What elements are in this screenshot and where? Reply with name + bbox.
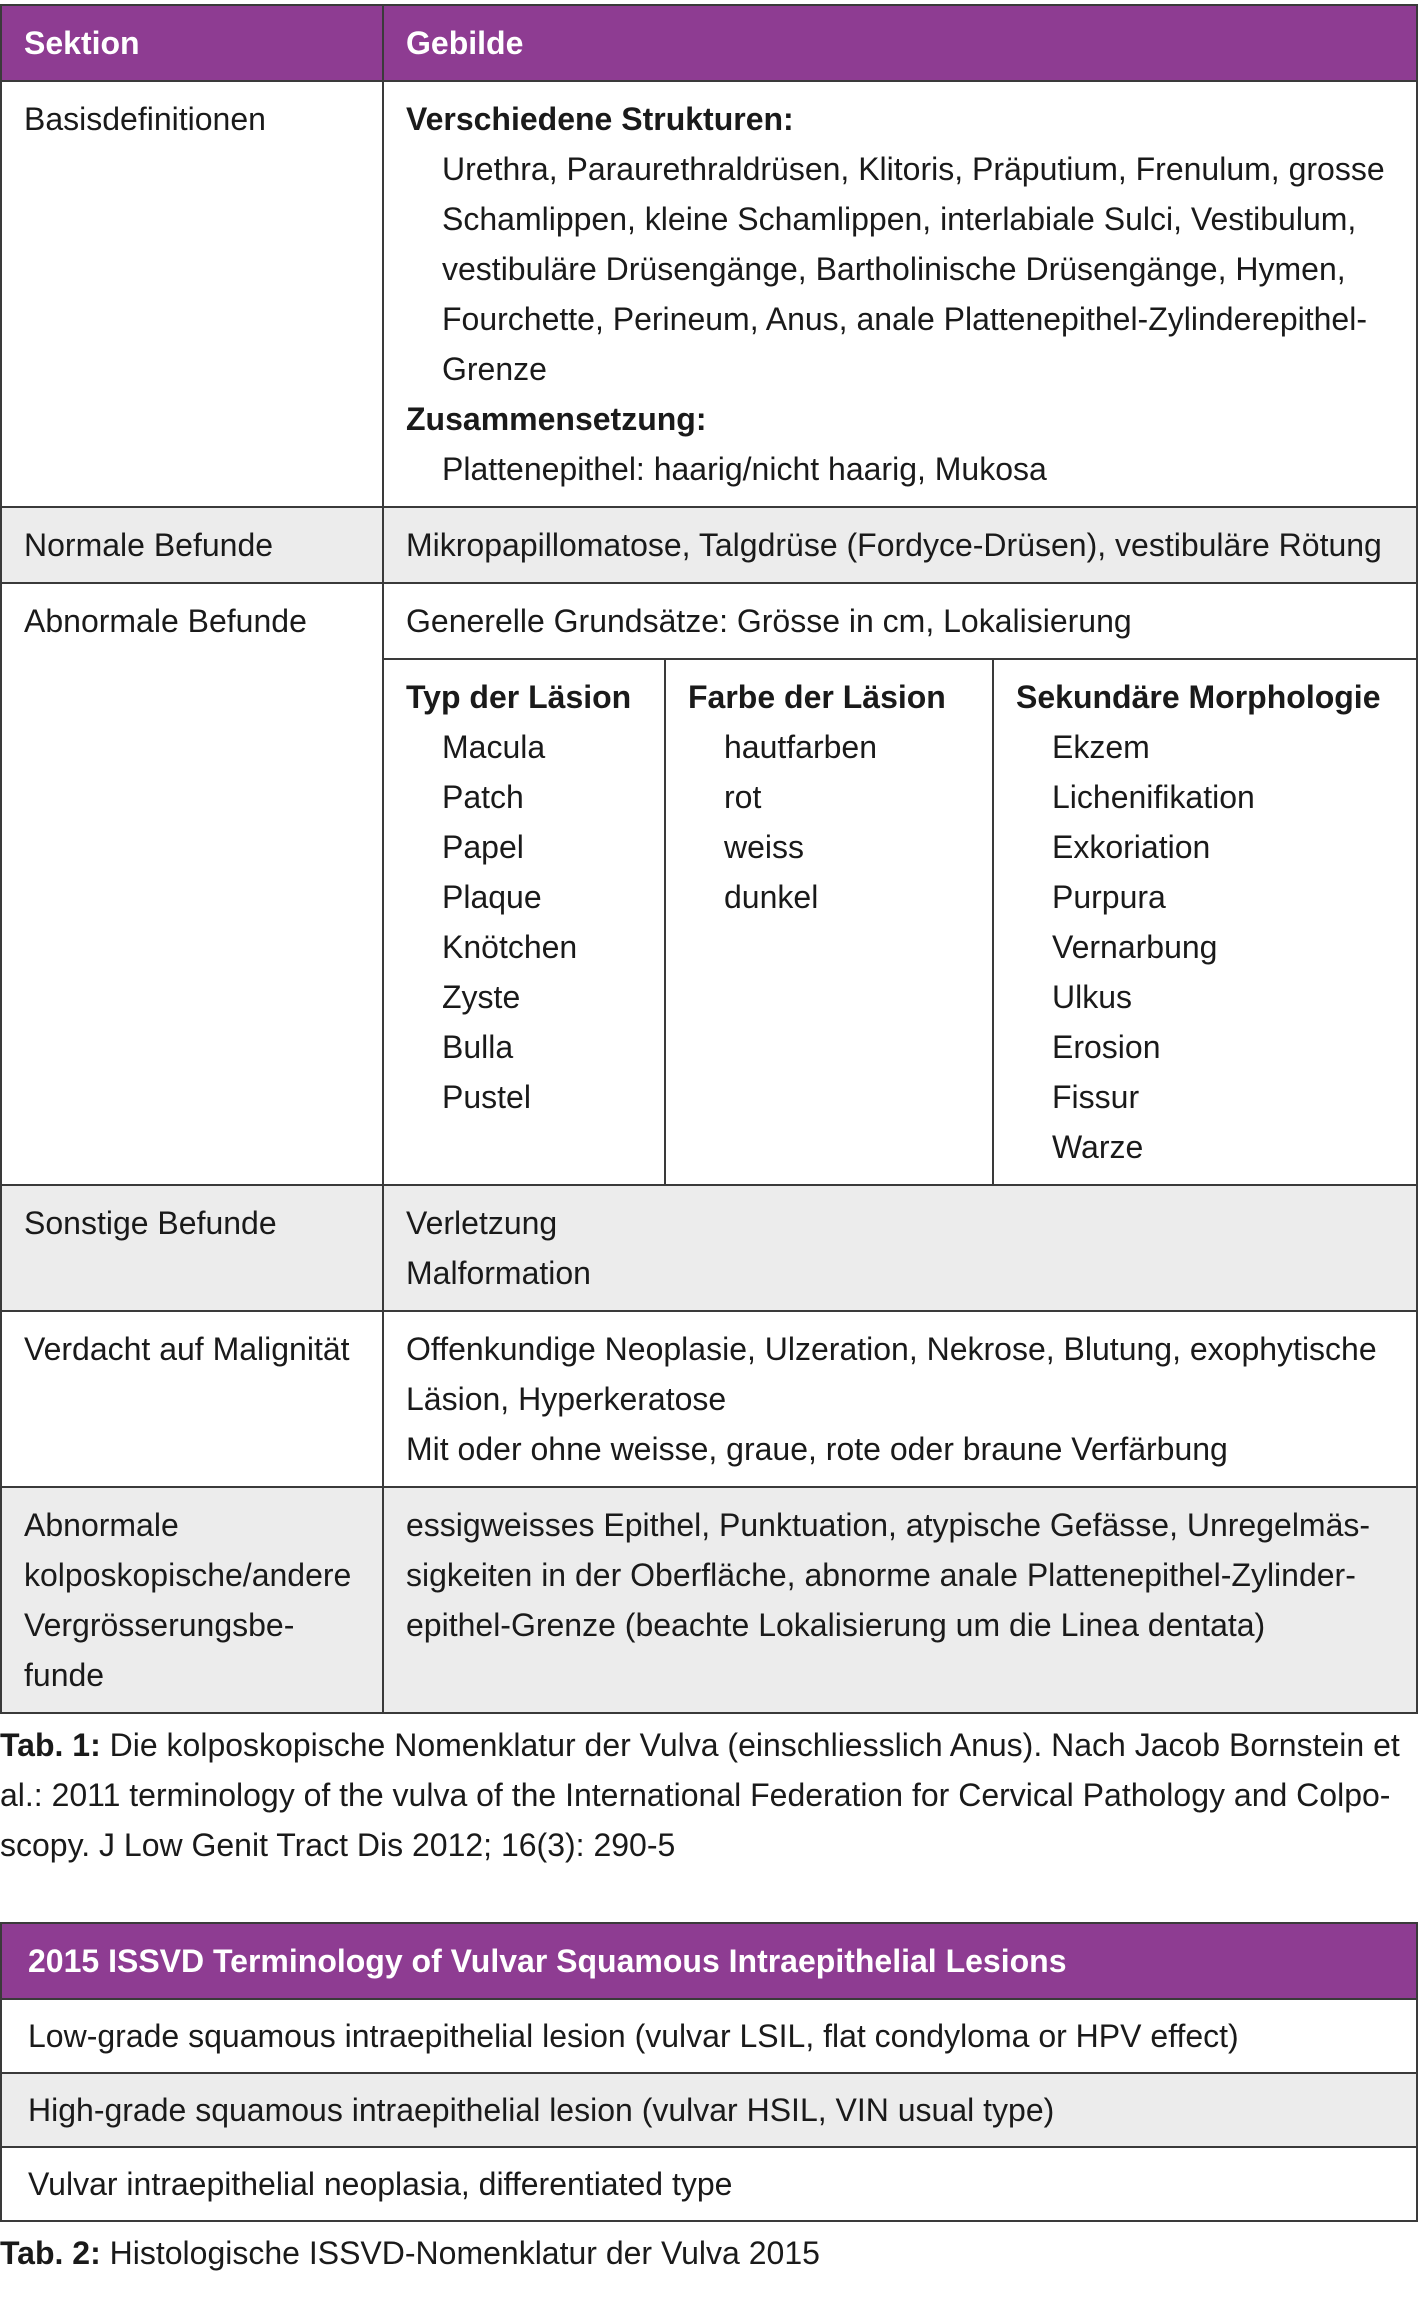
malignancy-line: Offenkundige Neoplasie, Ulzeration, Nekrose, Blutung, exophytische — [406, 1331, 1377, 1367]
structures-line: Grenze — [442, 351, 547, 387]
row-normal — [1, 507, 1417, 583]
issvd-row-hsil: High-grade squamous intraepithelial lesion (vulvar HSIL, VIN usual type) — [1, 2073, 1417, 2147]
row-other — [1, 1185, 1417, 1311]
colposcopic-line: sigkeiten in der Oberfläche, abnorme anale Plattenepithel-Zylinder- — [406, 1557, 1356, 1593]
basis-label: Basisdefinitionen — [1, 81, 383, 507]
structures-title: Verschiedene Strukturen: — [406, 101, 794, 137]
colposcopic-line: epithel-Grenze (beachte Lokalisierung um die Linea dentata) — [406, 1607, 1266, 1643]
normal-label: Normale Befunde — [1, 507, 383, 583]
abnormal-principles: Generelle Grundsätze: Grösse in cm, Lokalisierung — [383, 583, 1417, 659]
normal-text: Mikropapillomatose, Talgdrüse (Fordyce-Drüsen), vestibuläre Rötung — [383, 507, 1417, 583]
lesion-type-title: Typ der Läsion — [406, 679, 632, 715]
lesion-color-title: Farbe der Läsion — [688, 679, 946, 715]
table1-caption-line: Die kolposkopische Nomenklatur der Vulva (einschliesslich Anus). Nach Jacob Bornstein et — [109, 1727, 1400, 1763]
malignancy-content — [383, 1311, 1417, 1487]
basis-content — [383, 81, 1417, 507]
other-content — [383, 1185, 1417, 1311]
issvd-row-lsil: Low-grade squamous intraepithelial lesion (vulvar LSIL, flat condyloma or HPV effect) — [1, 1999, 1417, 2073]
list-item: dunkel — [724, 879, 819, 915]
structures-line: Schamlippen, kleine Schamlippen, interlabiale Sulci, Vestibulum, — [442, 201, 1357, 237]
abnormal-details — [383, 659, 1417, 1185]
row-colposcopic — [1, 1487, 1417, 1713]
list-item: Plaque — [442, 879, 542, 915]
list-item: Ulkus — [1052, 979, 1133, 1015]
list-item: Warze — [1052, 1129, 1144, 1165]
table2-caption-label: Tab. 2: — [0, 2235, 101, 2271]
malignancy-line: Läsion, Hyperkeratose — [406, 1381, 727, 1417]
table2-caption-text: Histologische ISSVD-Nomenklatur der Vulva 2015 — [109, 2235, 820, 2271]
header-sektion: Sektion — [1, 5, 383, 81]
other-line: Verletzung — [406, 1205, 558, 1241]
list-item: hautfarben — [724, 729, 878, 765]
table2-caption — [0, 2228, 1420, 2278]
malignancy-line: Mit oder ohne weisse, graue, rote oder braune Verfärbung — [406, 1431, 1228, 1467]
table-row — [1, 2147, 1417, 2221]
table1-caption-line: al.: 2011 terminology of the vulva of the International Federation for Cervical Pathology and Colpo- — [0, 1777, 1391, 1813]
list-item: Exkoriation — [1052, 829, 1211, 865]
colposcopic-nomenclature-table — [0, 4, 1418, 1714]
list-item: Lichenifikation — [1052, 779, 1255, 815]
table-row — [1, 1999, 1417, 2073]
list-item: weiss — [724, 829, 805, 865]
structures-line: Urethra, Paraurethraldrüsen, Klitoris, Präputium, Frenulum, grosse — [442, 151, 1385, 187]
other-line: Malformation — [406, 1255, 591, 1291]
row-abnormal — [1, 583, 1417, 659]
malignancy-label: Verdacht auf Malignität — [1, 1311, 383, 1487]
lesion-type-column — [384, 660, 666, 1184]
row-malignancy — [1, 1311, 1417, 1487]
secondary-morphology-column — [994, 660, 1416, 1184]
list-item: Zyste — [442, 979, 521, 1015]
structures-line: Fourchette, Perineum, Anus, anale Plattenepithel-Zylinderepithel- — [442, 301, 1367, 337]
colposcopic-line: essigweisses Epithel, Punktuation, atypische Gefässe, Unregelmäs- — [406, 1507, 1371, 1543]
lesion-color-column — [666, 660, 994, 1184]
structures-list — [406, 144, 1388, 394]
issvd-terminology-table — [0, 1922, 1418, 2222]
list-item: Pustel — [442, 1079, 531, 1115]
list-item: Bulla — [442, 1029, 514, 1065]
colposcopic-label-line: Abnormale — [24, 1507, 179, 1543]
list-item: Vernarbung — [1052, 929, 1218, 965]
composition-title: Zusammensetzung: — [406, 401, 707, 437]
list-item: Erosion — [1052, 1029, 1161, 1065]
other-label: Sonstige Befunde — [1, 1185, 383, 1311]
issvd-row-dvin: Vulvar intraepithelial neoplasia, differentiated type — [1, 2147, 1417, 2221]
colposcopic-label-line: funde — [24, 1657, 105, 1693]
composition-text: Plattenepithel: haarig/nicht haarig, Mukosa — [442, 451, 1047, 487]
list-item: Fissur — [1052, 1079, 1140, 1115]
abnormal-label: Abnormale Befunde — [1, 583, 383, 1185]
list-item: rot — [724, 779, 762, 815]
colposcopic-label-line: kolposkopische/andere — [24, 1557, 352, 1593]
colposcopic-label — [1, 1487, 383, 1713]
table-header-row — [1, 5, 1417, 81]
structures-line: vestibuläre Drüsengänge, Bartholinische Drüsengänge, Hymen, — [442, 251, 1346, 287]
list-item: Purpura — [1052, 879, 1166, 915]
issvd-table-title: 2015 ISSVD Terminology of Vulvar Squamous Intraepithelial Lesions — [1, 1923, 1417, 1999]
list-item: Ekzem — [1052, 729, 1150, 765]
row-basis — [1, 81, 1417, 507]
list-item: Papel — [442, 829, 524, 865]
list-item: Macula — [442, 729, 546, 765]
colposcopic-content — [383, 1487, 1417, 1713]
table1-caption-line: scopy. J Low Genit Tract Dis 2012; 16(3): 290-5 — [0, 1827, 676, 1863]
table1-caption-label: Tab. 1: — [0, 1727, 101, 1763]
abnormal-subtable — [384, 660, 1416, 1184]
colposcopic-label-line: Vergrösserungsbe- — [24, 1607, 295, 1643]
table1-caption — [0, 1720, 1420, 1870]
table-row — [1, 2073, 1417, 2147]
list-item: Patch — [442, 779, 524, 815]
header-gebilde: Gebilde — [383, 5, 1417, 81]
colposcopic-nomenclature-table-block — [0, 4, 1420, 1870]
issvd-terminology-table-block — [0, 1922, 1420, 2278]
table-header-row — [1, 1923, 1417, 1999]
list-item: Knötchen — [442, 929, 578, 965]
secondary-morphology-title: Sekundäre Morphologie — [1016, 679, 1381, 715]
